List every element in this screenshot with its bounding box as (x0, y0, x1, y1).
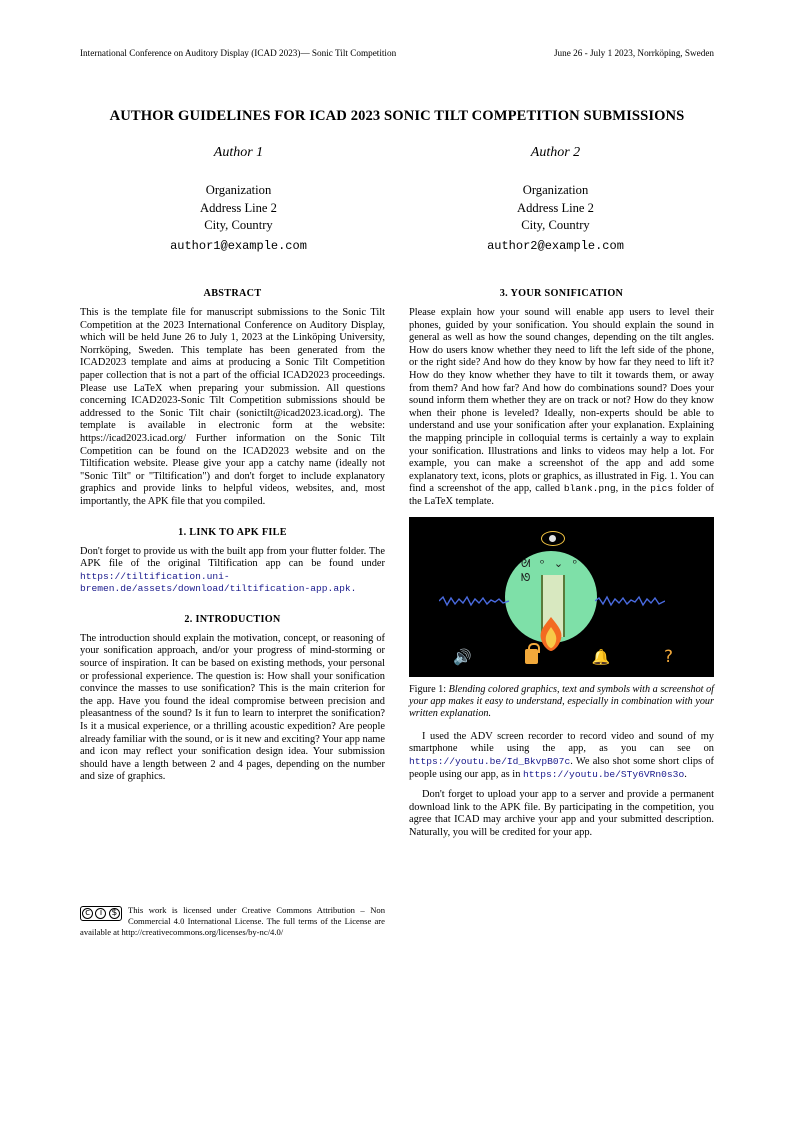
section-3-heading: 3. YOUR SONIFICATION (499, 288, 624, 299)
author-2 (397, 145, 714, 253)
left-column (80, 288, 385, 847)
para-after-fig-a: I used the ADV screen recorder to record video and sound of my smartphone while using the app, as you can see on (409, 730, 714, 755)
section-2-text: The introduction should explain the motivation, concept, or reasoning of your sonification approach, and/or your progress of mind-storming or source of inspiration. It can be based on existing methods, your personal or professional experience. The question is: How shall your sonification convince the masses to use sonification? This is the main criterion for the app. Have you found the ideal compromise between precision and pleasantness of the sound? Is it fun to learn to interpret the sonification? Is it a musical experience, or a thrilling acoustic expedition? Are people already familiar with the sound, or is it new and exciting? Your app name and icon may reflect your sonification design idea. Your submission should have a length between 2 and 4 pages, depending on the number and size of graphics. (80, 632, 386, 783)
sound-wave-left-icon (439, 595, 509, 607)
page-title: AUTHOR GUIDELINES FOR ICAD 2023 SONIC TILT COMPETITION SUBMISSIONS (109, 108, 685, 124)
figure-1-caption (409, 684, 714, 721)
section-3-text-b: , in the (615, 483, 651, 495)
license-text: This work is licensed under Creative Commons Attribution – Non Commercial 4.0 International License. The full terms of the License are available at http://creativecommons.org/licenses/by-nc/4.0/ (80, 905, 385, 937)
author-email: author1@example.com (170, 238, 307, 253)
youtube-link-2[interactable]: https://youtu.be/STy6VRn0s3o (523, 768, 685, 780)
author-1 (80, 145, 397, 253)
author-city: City, Country (204, 218, 273, 232)
sound-wave-right-icon (595, 595, 665, 607)
creative-commons-badge-icon (80, 906, 122, 921)
paragraph-last: Don't forget to upload your app to a server and provide a permanent download link to the APK file. By participating in the competition, you agree that ICAD may archive your app and your submitted description. Naturally, you will be credited for your app. (409, 789, 714, 838)
figure-icon-row (453, 647, 673, 667)
para-after-fig-c: . (684, 768, 687, 780)
lock-icon (525, 649, 538, 664)
para-after-fig-b: . We also shot some short clips of people using our app, as in (409, 755, 714, 780)
pics-folder-name: pics (650, 483, 674, 495)
author-address: Address Line 2 (517, 200, 594, 215)
header-left: International Conference on Auditory Display (ICAD 2023)— Sonic Tilt Competition (80, 48, 397, 58)
abstract-heading: ABSTRACT (203, 288, 262, 299)
figure-1-image (409, 517, 714, 677)
right-column (409, 288, 714, 847)
figure-1-caption-text: Blending colored graphics, text and symbols with a screenshot of your app makes it easy to understand, especially in combination with your written explanation. (409, 683, 715, 720)
blank-png-filename: blank.png (563, 483, 616, 495)
youtube-link-1[interactable]: https://youtu.be/Id_BkvpB07c (409, 755, 571, 767)
page-header (80, 48, 714, 58)
author-org: Organization (205, 183, 272, 197)
author-block (80, 145, 714, 253)
figure-dots-text: ᘛ ᵒ ⌄ ᵒ ᘚ (521, 556, 581, 584)
author-name: Author 1 (213, 145, 264, 160)
section-1-text-part: Don't forget to provide us with the built app from your flutter folder. The APK file of the original Tiltification app can be found under (80, 545, 385, 570)
bell-icon: 🔔 (591, 647, 611, 666)
section-1-text (80, 546, 385, 596)
abstract-text: This is the template file for manuscript submissions to the Sonic Tilt Competition at the 2023 International Conference on Auditory Display, which will be held June 26 to July 1, 2023 at the Linköping University, Norrköping, Sweden. This template has been generated from the ICAD2023 template and aims at producing a Sonic Tilt Competition paper collection that is not a part of the official ICAD2023 proceedings. Please use LaTeX when preparing your submission. All questions concerning ICAD2023-Sonic Tilt Competition submissions should be addressed to the Sonic Tilt chair (sonictilt@icad2023.icad.org). The template is available in electronic form at the website: https://icad2023.icad.org/ Further information on the Sonic Tilt Competition can be found on the ICAD2023 website and on the Tiltification website. Please give your app a catchy name (ideally not "Sonic Tilt" or "Tiltification") and don't forget to include explanatory graphics and provide links to helpful videos, websites, and, most importantly, the APK file that you compiled. (80, 307, 385, 507)
section-3-text-c: folder of the LaTeX template. (409, 483, 714, 507)
author-org: Organization (522, 183, 589, 197)
author-name: Author 2 (530, 145, 581, 160)
section-3-text-a: Please explain how your sound will enable app users to level their phones, guided by your sonification. You should explain the sound in general as well as how the sound changes, depending on the tilt angles. How do users know whether they need to lift the left side of the phone, or the right side? And how do they know by how far they need to lift it? How do they know whether they have to tilt it towards them, or away from them? And how far? And how do combinations sound? Does your sound inform them whether they are on track or not? How do they know when their phone is leveled? Ideally, non-experts should be able to understand and use your sonification after your explanation. Explaining the mapping principle in colloquial terms is certainly a way to explain your sonification. Illustrations and links to videos may help a lot. For example, you can make a screenshot of the app and add some explanatory text, icons, plots or graphics, as illustrated in Fig. 1. You can find a screenshot of the app, called (409, 307, 714, 495)
paragraph-after-figure (409, 731, 714, 781)
nc-icon: $ (109, 908, 120, 919)
eye-icon (541, 531, 565, 546)
apk-link[interactable]: https://tiltification.uni-bremen.de/assets/download/tiltification-app.apk. (80, 570, 357, 595)
by-icon: i (95, 908, 106, 919)
section-2-heading: 2. INTRODUCTION (184, 613, 281, 625)
two-column-body (80, 288, 714, 847)
header-right: June 26 - July 1 2023, Norrköping, Sweden (553, 48, 714, 58)
speaker-icon: 🔊 (453, 647, 472, 666)
flame-icon (535, 617, 567, 651)
license-notice (80, 905, 385, 938)
author-city: City, Country (521, 218, 590, 232)
cc-icon: c (82, 908, 93, 919)
author-email: author2@example.com (487, 238, 624, 253)
figure-1-label: Figure 1: (409, 683, 447, 695)
figure-1 (409, 517, 714, 721)
section-1-heading: 1. LINK TO APK FILE (178, 526, 287, 538)
author-address: Address Line 2 (200, 200, 277, 215)
section-3-text (409, 307, 714, 509)
question-mark-icon: ? (663, 646, 673, 667)
